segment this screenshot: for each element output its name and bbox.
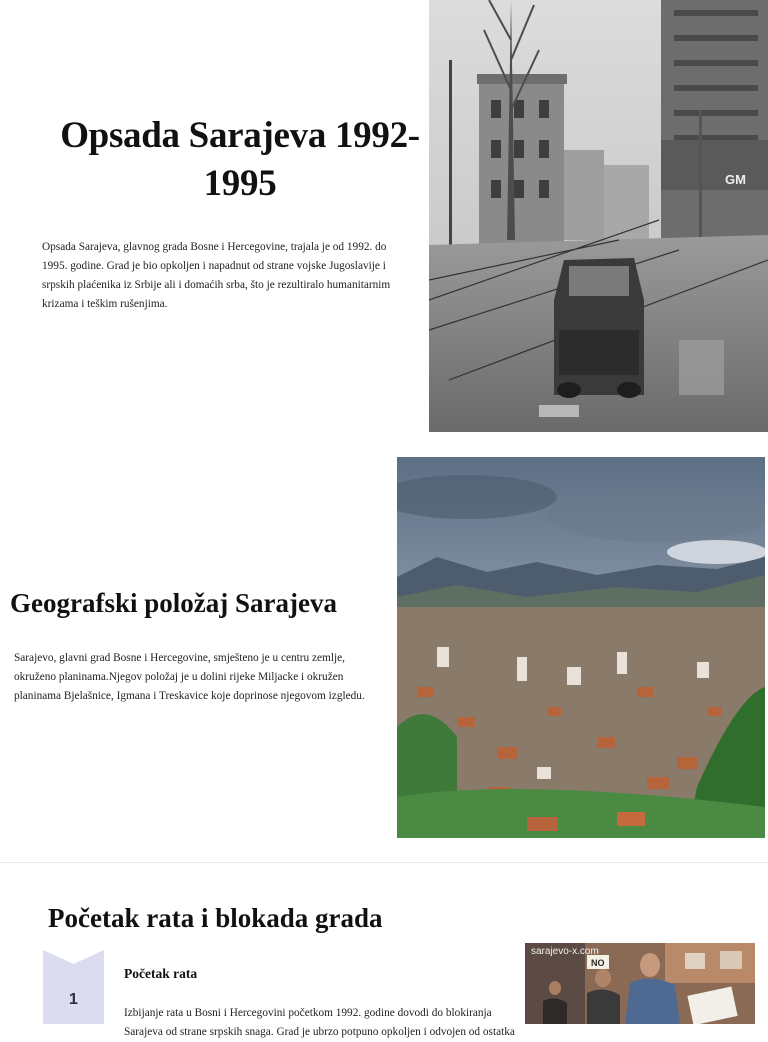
slide-war-start [0, 863, 768, 1039]
slide-title: Početak rata i blokada grada [48, 903, 383, 933]
sarajevo-panorama-photo [397, 457, 765, 838]
war-street-photo [525, 943, 755, 1024]
photo-watermark: sarajevo-x.com [531, 946, 599, 957]
destroyed-street-photo [429, 0, 768, 432]
svg-text:GM: GM [725, 172, 746, 187]
slide-siege-intro [0, 0, 768, 440]
timeline-item-body: Izbijanje rata u Bosni i Hercegovini početkom 1992. godine dovodi do blokiranja Sarajeva od strane srpskih snaga. Grad je ubrzo potpuno opkoljen i odvojen od ostatka [124, 1007, 515, 1039]
sign-text: NO [591, 958, 605, 968]
slide-geography [0, 440, 768, 860]
timeline-item-title: Početak rata [124, 966, 198, 981]
slide-body-text: Sarajevo, glavni grad Bosne i Hercegovine, smješteno je u centru zemlje, okruženo planinama.Njegov položaj je u dolini rijeke Miljacke i okružen planinama Bjelašnice, Igmana i Treskavice koje doprinose njegovom izgledu. [14, 652, 365, 703]
slide-title: Geografski položaj Sarajeva [10, 588, 337, 618]
timeline-badge [43, 950, 104, 1024]
timeline-number: 1 [69, 991, 78, 1008]
slide-body-text: Opsada Sarajeva, glavnog grada Bosne i Hercegovine, trajala je od 1992. do 1995. godine. Grad je bio opkoljen i napadnut od strane vojske Jugoslavije i srpskih plaćenika iz Srbije ali i domaćih srba, što je rezultiralo humanitarnim krizama i teškim rušenjima. [42, 241, 391, 311]
slide-title: Opsada Sarajeva 1992-1995 [60, 115, 420, 204]
